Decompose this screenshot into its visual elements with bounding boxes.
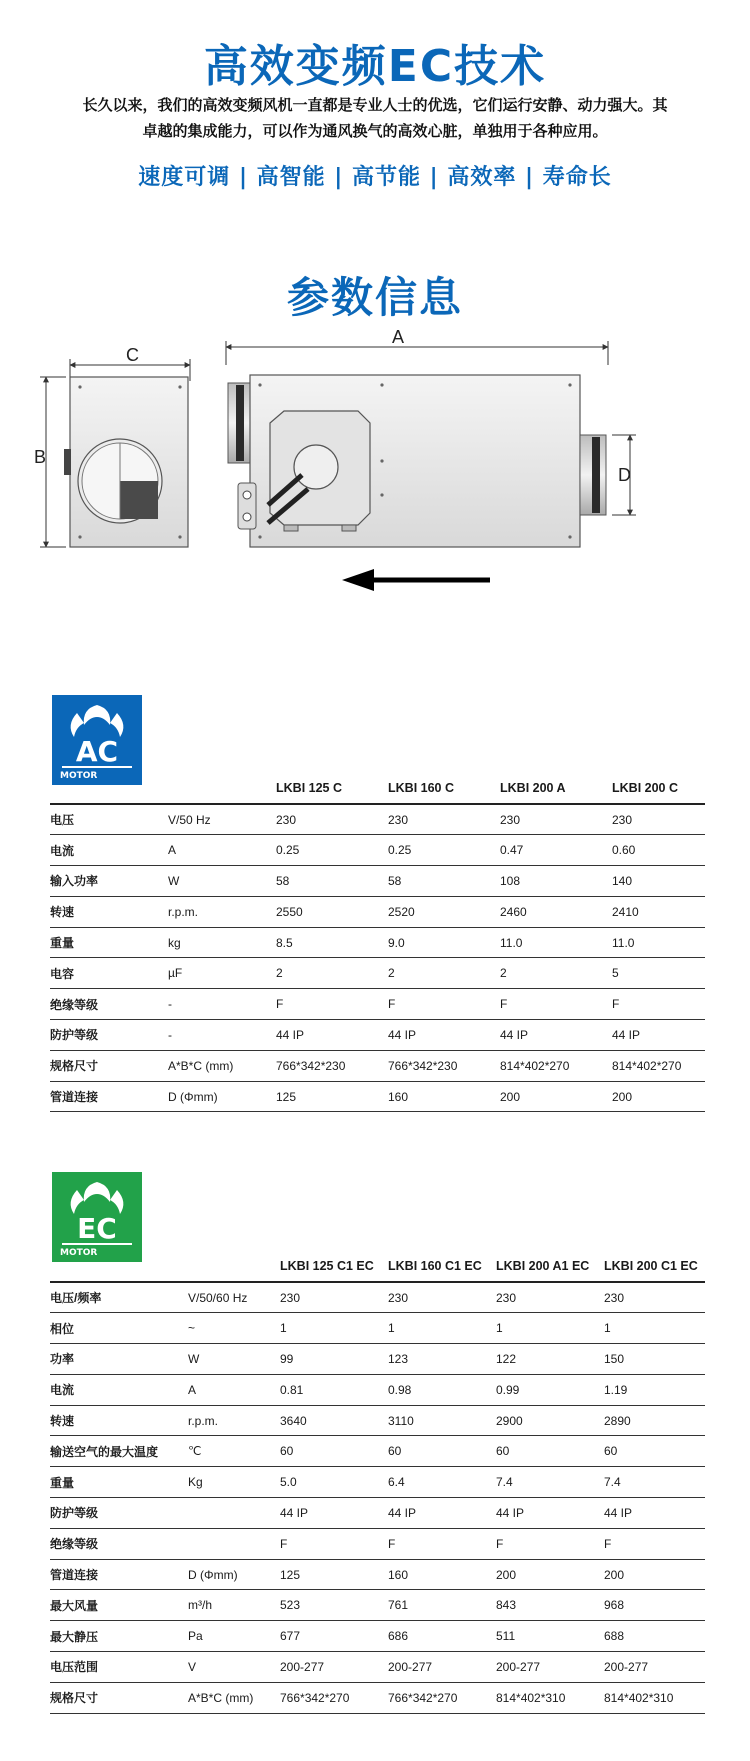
param-value: 3640 [280, 1405, 388, 1436]
param-value: 200-277 [388, 1652, 496, 1683]
param-unit: V [188, 1652, 280, 1683]
param-value: 9.0 [388, 927, 500, 958]
param-value: 1 [496, 1313, 604, 1344]
param-value: 60 [496, 1436, 604, 1467]
intro-line-2: 卓越的集成能力，可以作为通风换气的高效心脏，单独用于各种应用。 [142, 122, 608, 140]
param-value: 1.19 [604, 1374, 705, 1405]
table-row [50, 989, 705, 1020]
param-unit: - [168, 989, 276, 1020]
param-value: 814*402*270 [500, 1050, 612, 1081]
table-row [50, 1374, 705, 1405]
param-value: 125 [280, 1559, 388, 1590]
param-value: 0.98 [388, 1374, 496, 1405]
param-value: 0.60 [612, 835, 705, 866]
section-title-params: 参数信息 [286, 273, 463, 322]
param-value: 766*342*230 [388, 1050, 500, 1081]
param-value: F [276, 989, 388, 1020]
param-value: 230 [500, 804, 612, 835]
param-value: 3110 [388, 1405, 496, 1436]
dim-label-a: A [392, 327, 405, 347]
param-value: 58 [276, 866, 388, 897]
param-value: 200-277 [496, 1652, 604, 1683]
column-header [188, 1250, 280, 1282]
table-row [50, 896, 705, 927]
column-header: LKBI 125 C [276, 772, 388, 804]
param-value: 968 [604, 1590, 705, 1621]
param-unit: A [188, 1374, 280, 1405]
param-unit: W [188, 1344, 280, 1375]
airflow-arrow [342, 569, 490, 591]
param-value: 677 [280, 1621, 388, 1652]
param-value: 44 IP [604, 1498, 705, 1529]
param-unit: A*B*C (mm) [168, 1050, 276, 1081]
param-name: 电压范围 [50, 1652, 188, 1683]
param-value: 44 IP [280, 1498, 388, 1529]
column-header: LKBI 200 A [500, 772, 612, 804]
param-unit: D (Φmm) [168, 1081, 276, 1112]
param-value: 2 [276, 958, 388, 989]
param-value: 60 [604, 1436, 705, 1467]
param-name: 相位 [50, 1313, 188, 1344]
param-value: 686 [388, 1621, 496, 1652]
ec-logo-text: EC [77, 1212, 117, 1245]
param-value: 2890 [604, 1405, 705, 1436]
param-name: 电压 [50, 804, 168, 835]
param-value: 230 [496, 1282, 604, 1313]
param-value: F [604, 1528, 705, 1559]
dim-label-b: B [34, 447, 47, 467]
param-name: 电容 [50, 958, 168, 989]
param-name: 管道连接 [50, 1081, 168, 1112]
param-unit: W [168, 866, 276, 897]
param-value: F [500, 989, 612, 1020]
table-row [50, 1467, 705, 1498]
ec-motor-logo [52, 1172, 142, 1262]
param-unit: ~ [188, 1313, 280, 1344]
param-name: 最大风量 [50, 1590, 188, 1621]
param-value: 5.0 [280, 1467, 388, 1498]
table-row [50, 1436, 705, 1467]
param-value: 44 IP [388, 1498, 496, 1529]
param-value: 2460 [500, 896, 612, 927]
param-value: 0.25 [276, 835, 388, 866]
param-value: 230 [280, 1282, 388, 1313]
table-row [50, 1682, 705, 1713]
param-unit: µF [168, 958, 276, 989]
param-unit: m³/h [188, 1590, 280, 1621]
param-value: 160 [388, 1559, 496, 1590]
param-name: 绝缘等级 [50, 1528, 188, 1559]
table-row [50, 1528, 705, 1559]
ac-logo-text: AC [75, 735, 119, 768]
param-name: 电流 [50, 835, 168, 866]
param-value: 511 [496, 1621, 604, 1652]
param-value: 766*342*270 [388, 1682, 496, 1713]
param-value: 200 [612, 1081, 705, 1112]
param-value: 58 [388, 866, 500, 897]
param-value: 11.0 [500, 927, 612, 958]
param-value: 2550 [276, 896, 388, 927]
table-row [50, 1050, 705, 1081]
param-name: 输入功率 [50, 866, 168, 897]
param-value: 44 IP [500, 1020, 612, 1051]
param-value: 1 [280, 1313, 388, 1344]
column-header [50, 772, 168, 804]
param-name: 防护等级 [50, 1020, 168, 1051]
param-value: 200 [500, 1081, 612, 1112]
column-header: LKBI 160 C1 EC [388, 1250, 496, 1282]
param-name: 管道连接 [50, 1559, 188, 1590]
param-name: 绝缘等级 [50, 989, 168, 1020]
param-unit: A [168, 835, 276, 866]
param-unit: r.p.m. [168, 896, 276, 927]
param-unit: Pa [188, 1621, 280, 1652]
param-value: 766*342*270 [280, 1682, 388, 1713]
param-unit: kg [168, 927, 276, 958]
param-value: 1 [388, 1313, 496, 1344]
table-row [50, 1652, 705, 1683]
ac-spec-table [50, 772, 705, 1112]
param-unit: - [168, 1020, 276, 1051]
param-name: 转速 [50, 896, 168, 927]
param-value: F [388, 989, 500, 1020]
fan-icon [52, 1172, 142, 1262]
ac-logo-motor: MOTOR [60, 771, 98, 781]
param-value: 122 [496, 1344, 604, 1375]
param-value: 230 [388, 804, 500, 835]
column-header: LKBI 125 C1 EC [280, 1250, 388, 1282]
param-value: 125 [276, 1081, 388, 1112]
dimension-diagram [34, 327, 720, 675]
param-value: 8.5 [276, 927, 388, 958]
param-unit: A*B*C (mm) [188, 1682, 280, 1713]
param-value: 0.25 [388, 835, 500, 866]
table-row [50, 1498, 705, 1529]
param-value: 44 IP [612, 1020, 705, 1051]
table-row [50, 1590, 705, 1621]
table-row [50, 1081, 705, 1112]
param-value: 123 [388, 1344, 496, 1375]
column-header [50, 1250, 188, 1282]
param-value: F [280, 1528, 388, 1559]
param-value: 6.4 [388, 1467, 496, 1498]
param-unit: ℃ [188, 1436, 280, 1467]
column-header: LKBI 200 A1 EC [496, 1250, 604, 1282]
param-value: 230 [388, 1282, 496, 1313]
intro-text [40, 92, 710, 144]
param-value: 0.47 [500, 835, 612, 866]
table-row [50, 835, 705, 866]
param-name: 功率 [50, 1344, 188, 1375]
param-unit: V/50 Hz [168, 804, 276, 835]
table-header-row [50, 772, 705, 804]
param-value: 2900 [496, 1405, 604, 1436]
table-row [50, 866, 705, 897]
table-row [50, 1313, 705, 1344]
param-value: 99 [280, 1344, 388, 1375]
page-title: 高效变频EC技术 [203, 41, 547, 92]
table-row [50, 1405, 705, 1436]
param-unit: Kg [188, 1467, 280, 1498]
param-value: 60 [388, 1436, 496, 1467]
param-unit: D (Φmm) [188, 1559, 280, 1590]
table-row [50, 1621, 705, 1652]
param-value: F [496, 1528, 604, 1559]
param-value: F [612, 989, 705, 1020]
param-value: 11.0 [612, 927, 705, 958]
front-view [226, 327, 636, 547]
table-row [50, 927, 705, 958]
param-value: 60 [280, 1436, 388, 1467]
param-unit: V/50/60 Hz [188, 1282, 280, 1313]
param-name: 输送空气的最大温度 [50, 1436, 188, 1467]
param-value: 814*402*270 [612, 1050, 705, 1081]
param-value: 230 [276, 804, 388, 835]
param-value: 523 [280, 1590, 388, 1621]
param-value: 7.4 [496, 1467, 604, 1498]
param-unit: r.p.m. [188, 1405, 280, 1436]
table-row [50, 958, 705, 989]
param-value: 200-277 [604, 1652, 705, 1683]
param-value: 160 [388, 1081, 500, 1112]
ec-logo-motor: MOTOR [60, 1248, 98, 1258]
param-value: 150 [604, 1344, 705, 1375]
column-header: LKBI 200 C1 EC [604, 1250, 705, 1282]
param-value: 200 [604, 1559, 705, 1590]
param-name: 规格尺寸 [50, 1050, 168, 1081]
param-value: 44 IP [388, 1020, 500, 1051]
table-row [50, 1282, 705, 1313]
param-value: 44 IP [276, 1020, 388, 1051]
param-unit [188, 1498, 280, 1529]
param-value: 814*402*310 [496, 1682, 604, 1713]
param-value: 843 [496, 1590, 604, 1621]
param-value: 200-277 [280, 1652, 388, 1683]
param-name: 重量 [50, 1467, 188, 1498]
column-header [168, 772, 276, 804]
intro-line-1: 长久以来，我们的高效变频风机一直都是专业人士的优选，它们运行安静、动力强大。其 [82, 96, 668, 114]
param-value: 0.99 [496, 1374, 604, 1405]
param-value: 2410 [612, 896, 705, 927]
table-row [50, 1020, 705, 1051]
param-value: 200 [496, 1559, 604, 1590]
param-name: 转速 [50, 1405, 188, 1436]
param-unit [188, 1528, 280, 1559]
dim-label-c: C [126, 345, 139, 365]
column-header: LKBI 160 C [388, 772, 500, 804]
param-value: 140 [612, 866, 705, 897]
ec-spec-table [50, 1250, 705, 1714]
param-value: 108 [500, 866, 612, 897]
param-value: 0.81 [280, 1374, 388, 1405]
table-row [50, 1559, 705, 1590]
param-value: 2 [388, 958, 500, 989]
param-value: 766*342*230 [276, 1050, 388, 1081]
param-value: 5 [612, 958, 705, 989]
param-value: 814*402*310 [604, 1682, 705, 1713]
param-value: 2 [500, 958, 612, 989]
param-value: F [388, 1528, 496, 1559]
param-name: 最大静压 [50, 1621, 188, 1652]
side-view [34, 345, 190, 547]
param-value: 2520 [388, 896, 500, 927]
dim-label-d: D [618, 465, 631, 485]
param-value: 1 [604, 1313, 705, 1344]
table-header-row [50, 1250, 705, 1282]
table-row [50, 1344, 705, 1375]
param-value: 44 IP [496, 1498, 604, 1529]
param-name: 规格尺寸 [50, 1682, 188, 1713]
param-value: 7.4 [604, 1467, 705, 1498]
param-value: 761 [388, 1590, 496, 1621]
param-value: 230 [604, 1282, 705, 1313]
param-name: 电流 [50, 1374, 188, 1405]
feature-list: 速度可调 | 高智能 | 高节能 | 高效率 | 寿命长 [138, 165, 612, 190]
column-header: LKBI 200 C [612, 772, 705, 804]
param-value: 230 [612, 804, 705, 835]
param-value: 688 [604, 1621, 705, 1652]
param-name: 电压/频率 [50, 1282, 188, 1313]
param-name: 防护等级 [50, 1498, 188, 1529]
table-row [50, 804, 705, 835]
param-name: 重量 [50, 927, 168, 958]
